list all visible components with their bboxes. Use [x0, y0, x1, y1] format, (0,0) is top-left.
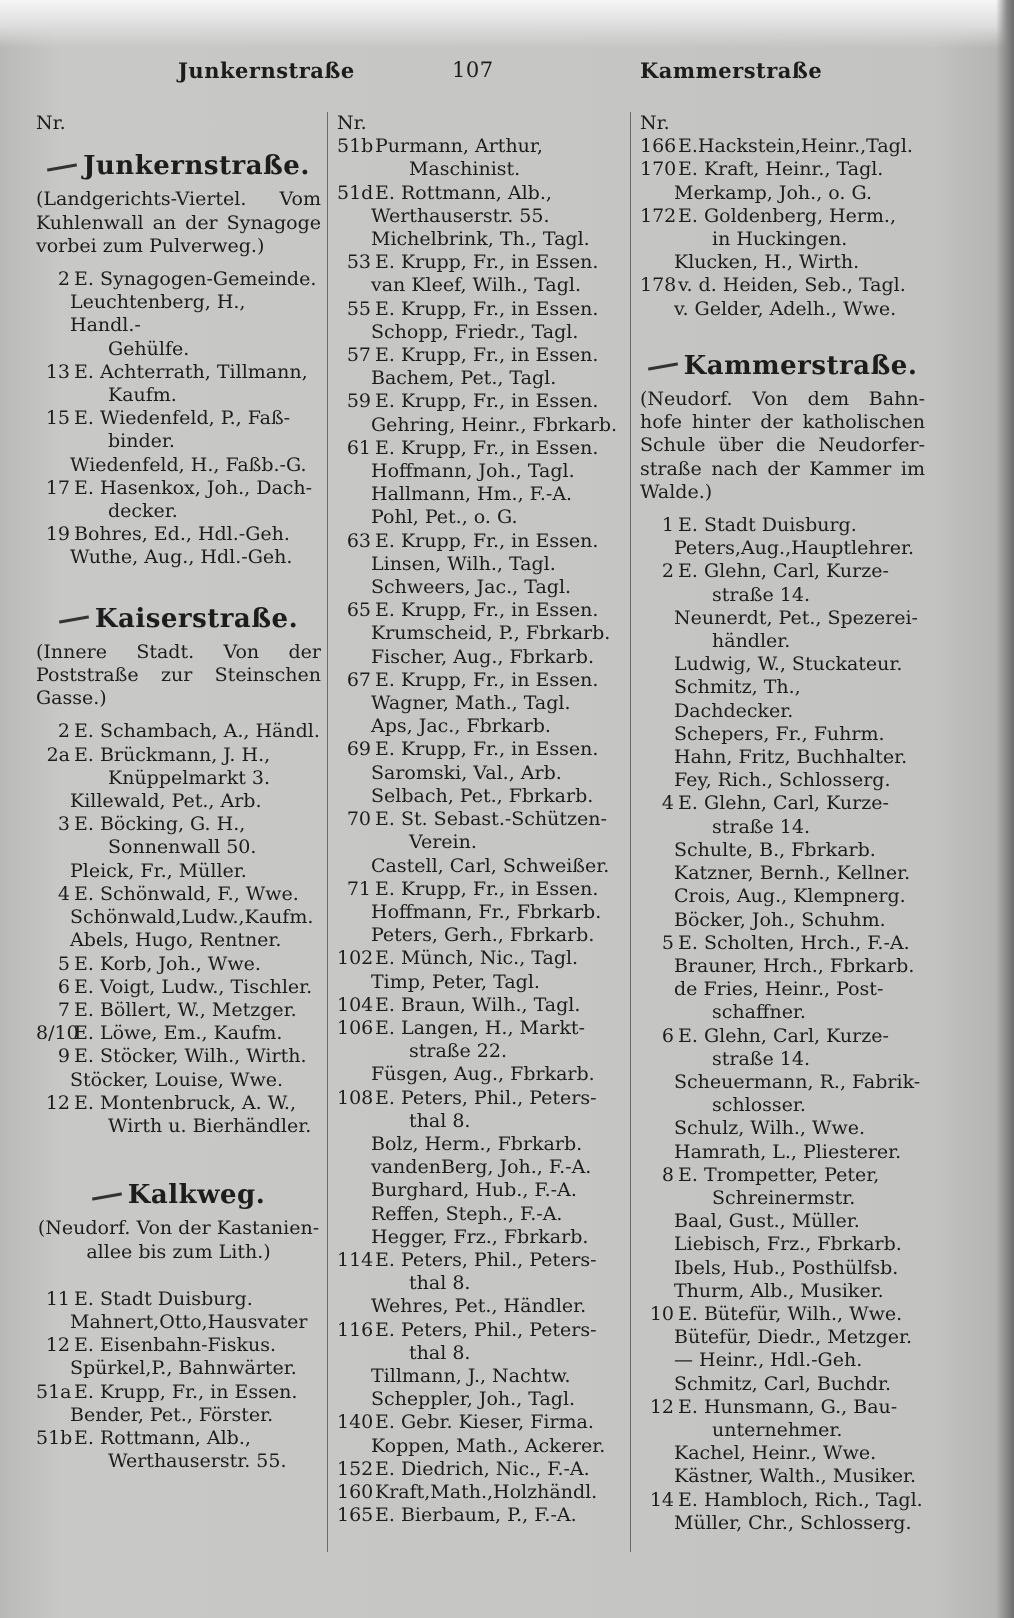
- list-item: [36, 1022, 321, 1045]
- entry-text: E.Hackstein,Heinr.,Tagl.: [678, 135, 913, 158]
- entry-line: Liebisch, Frz., Fbrkarb.: [674, 1233, 902, 1256]
- entry-text: E. Krupp, Fr., in Essen.: [375, 436, 599, 459]
- entry-line: binder.: [108, 430, 175, 453]
- house-number: 108: [337, 1086, 374, 1109]
- list-item: [640, 932, 925, 955]
- house-number: 152: [337, 1457, 374, 1480]
- column-divider: [327, 112, 328, 1552]
- list-item: [337, 994, 622, 1017]
- dash-mark: [47, 163, 77, 171]
- entry-line: straße 14.: [712, 1047, 810, 1070]
- list-item: [337, 1249, 622, 1272]
- entry-text: E. Montenbruck, A. W.,: [74, 1091, 296, 1114]
- list-item: [337, 1504, 622, 1527]
- entry-line: thal 8.: [409, 1109, 471, 1132]
- entry-line: decker.: [108, 500, 178, 523]
- entry-line: Merkamp, Joh., o. G.: [674, 181, 873, 204]
- header-left-street: Junkernstraße: [178, 58, 355, 83]
- entry-text: E. Schönwald, F., Wwe.: [74, 882, 299, 905]
- house-number: 166: [640, 135, 677, 158]
- entry-text: E. Glehn, Carl, Kurze-: [678, 560, 889, 583]
- entry-line: Schmitz, Th., Dachdecker.: [674, 676, 801, 722]
- entry-text: E. Rottmann, Alb.,: [375, 181, 552, 204]
- entry-text: E. Krupp, Fr., in Essen.: [375, 877, 599, 900]
- entry-line: händler.: [712, 630, 791, 653]
- entry-line: Knüppelmarkt 3.: [108, 766, 271, 789]
- entry-line: Thurm, Alb., Musiker.: [674, 1279, 884, 1302]
- house-number: 2: [661, 560, 674, 583]
- list-item: [337, 738, 622, 761]
- section-title-kammerstrasse: [640, 350, 925, 381]
- house-number: 4: [57, 882, 70, 905]
- entry-line: Wiedenfeld, H., Faßb.-G.: [70, 453, 307, 476]
- list-item: [36, 744, 321, 767]
- entry-line: Peters, Gerh., Fbrkarb.: [371, 924, 595, 947]
- house-number: 5: [57, 952, 70, 975]
- list-item: [640, 135, 925, 158]
- entry-line: Schulte, B., Fbrkarb.: [674, 838, 876, 861]
- entry-text: E. Glehn, Carl, Kurze-: [678, 792, 889, 815]
- entry-text: E. Brückmann, J. H.,: [74, 743, 271, 766]
- list-item: [640, 274, 925, 297]
- list-item: [36, 407, 321, 430]
- house-number: 17: [45, 476, 70, 499]
- section-title-text: Kaiserstraße.: [94, 603, 299, 634]
- entry-text: E. Hasenkox, Joh., Dach-: [74, 476, 313, 499]
- house-number: 11: [45, 1287, 70, 1310]
- list-item: [36, 953, 321, 976]
- entry-line: straße 14.: [712, 815, 810, 838]
- entry-line: Fischer, Aug., Fbrkarb.: [371, 645, 594, 668]
- header-right-street: Kammerstraße: [640, 58, 823, 83]
- entry-line: Castell, Carl, Schweißer.: [371, 854, 610, 877]
- entry-text: E. Glehn, Carl, Kurze-: [678, 1024, 889, 1047]
- entry-text: E. Böcking, G. H.,: [74, 813, 246, 836]
- house-number: 8/10: [36, 1022, 79, 1045]
- house-number: 19: [45, 523, 70, 546]
- section-title-junkernstrasse: [36, 151, 321, 182]
- list-item: [337, 251, 622, 274]
- entry-line: Böcker, Joh., Schuhm.: [674, 908, 886, 931]
- house-number: 7: [57, 998, 70, 1021]
- entry-text: E. Krupp, Fr., in Essen.: [375, 738, 599, 761]
- nr-label: Nr.: [337, 112, 367, 134]
- entry-line: Wuthe, Aug., Hdl.-Geh.: [70, 546, 293, 569]
- entry-line: vandenBerg, Joh., F.-A.: [371, 1156, 592, 1179]
- entry-line: Tillmann, J., Nachtw.: [371, 1364, 571, 1387]
- entry-text: E. Krupp, Fr., in Essen.: [375, 297, 599, 320]
- entry-line: Pleick, Fr., Müller.: [70, 859, 247, 882]
- entry-line: Hoffmann, Fr., Fbrkarb.: [371, 900, 602, 923]
- house-number: 71: [346, 877, 371, 900]
- column-divider: [630, 112, 631, 1552]
- entry-line: Saromski, Val., Arb.: [371, 761, 562, 784]
- list-item: [337, 135, 622, 158]
- house-number: 2: [57, 720, 70, 743]
- list-item: [36, 1334, 321, 1357]
- entry-line: Bender, Pet., Förster.: [70, 1403, 274, 1426]
- list-item: [36, 1045, 321, 1068]
- dash-mark: [59, 616, 89, 624]
- list-item: [337, 878, 622, 901]
- list-item: [337, 390, 622, 413]
- house-number: 51d: [337, 181, 374, 204]
- list-item: [36, 361, 321, 384]
- column-3: [640, 112, 925, 1535]
- house-number: 6: [57, 975, 70, 998]
- entry-line: Mahnert,Otto,Hausvater: [70, 1310, 308, 1333]
- house-number: 51a: [36, 1380, 72, 1403]
- entry-line: Hallmann, Hm., F.-A.: [371, 483, 573, 506]
- section-description: (Innere Stadt. Von der Poststraße zur Steinschen Gasse.): [36, 640, 321, 710]
- entry-line: Stöcker, Louise, Wwe.: [70, 1068, 284, 1091]
- list-item: [337, 182, 622, 205]
- entry-line: Timp, Peter, Tagl.: [371, 970, 540, 993]
- list-item: [36, 1092, 321, 1115]
- entry-line: Reffen, Steph., F.-A.: [371, 1202, 563, 1225]
- list-item: [36, 477, 321, 500]
- list-item: [337, 1319, 622, 1342]
- entry-text: E. Böllert, W., Metzger.: [74, 998, 297, 1021]
- list-item: [337, 1017, 622, 1040]
- entry-text: E. Kraft, Heinr., Tagl.: [678, 158, 884, 181]
- house-number: 12: [649, 1395, 674, 1418]
- entry-text: E. Hunsmann, G., Bau-: [678, 1395, 898, 1418]
- column-2: [337, 112, 622, 1527]
- entry-text: E. Voigt, Ludw., Tischler.: [74, 975, 313, 998]
- column-1: [36, 112, 321, 1473]
- entry-text: E. Stadt Duisburg.: [678, 514, 857, 537]
- section-description: (Neudorf. Von der Kastanien-allee bis zum Lith.): [37, 1217, 320, 1263]
- page-header: [30, 58, 984, 94]
- entry-line: Katzner, Bernh., Kellner.: [674, 862, 911, 885]
- entry-line: in Huckingen.: [712, 228, 848, 251]
- house-number: 4: [661, 792, 674, 815]
- entry-text: E. Langen, H., Markt-: [375, 1016, 585, 1039]
- entry-line: Sonnenwall 50.: [108, 836, 257, 859]
- house-number: 114: [337, 1248, 374, 1271]
- entry-text: E. Wiedenfeld, P., Faß-: [74, 407, 291, 430]
- entry-line: Ibels, Hub., Posthülfsb.: [674, 1256, 899, 1279]
- house-number: 65: [346, 599, 371, 622]
- house-number: 9: [57, 1045, 70, 1068]
- entry-line: straße 14.: [712, 583, 810, 606]
- entry-line: Aps, Jac., Fbrkarb.: [371, 715, 551, 738]
- entry-text: E. Bütefür, Wilh., Wwe.: [678, 1302, 903, 1325]
- entry-line: Selbach, Pet., Fbrkarb.: [371, 784, 594, 807]
- entry-line: Wirth u. Bierhändler.: [108, 1114, 312, 1137]
- house-number: 170: [640, 158, 677, 181]
- house-number: 2a: [46, 743, 70, 766]
- list-item: [640, 1489, 925, 1512]
- list-item: [36, 720, 321, 743]
- list-item: [337, 1411, 622, 1434]
- entry-line: Schulz, Wilh., Wwe.: [674, 1117, 866, 1140]
- house-number: 61: [346, 436, 371, 459]
- list-item: [640, 1025, 925, 1048]
- entry-line: Spürkel,P., Bahnwärter.: [70, 1357, 297, 1380]
- entry-line: straße 22.: [409, 1040, 507, 1063]
- entry-text: E. Goldenberg, Herm.,: [678, 204, 897, 227]
- list-item: [640, 1396, 925, 1419]
- list-item: [640, 514, 925, 537]
- entry-line: Schmitz, Carl, Buchdr.: [674, 1372, 892, 1395]
- list-item: [337, 437, 622, 460]
- entry-line: Maschinist.: [409, 158, 521, 181]
- entry-text: Bohres, Ed., Hdl.-Geh.: [74, 523, 290, 546]
- entry-line: Koppen, Math., Ackerer.: [371, 1434, 606, 1457]
- house-number: 104: [337, 993, 374, 1016]
- house-number: 116: [337, 1318, 374, 1341]
- entry-line: van Kleef, Wilh., Tagl.: [371, 274, 582, 297]
- entry-line: Werthauserstr. 55.: [371, 204, 550, 227]
- house-number: 63: [346, 529, 371, 552]
- entry-line: Hoffmann, Joh., Tagl.: [371, 460, 575, 483]
- entry-line: — Heinr., Hdl.-Geh.: [674, 1349, 863, 1372]
- entry-line: thal 8.: [409, 1272, 471, 1295]
- entry-text: E. Peters, Phil., Peters-: [375, 1086, 597, 1109]
- list-item: [640, 205, 925, 228]
- entry-line: Gehülfe.: [108, 337, 190, 360]
- entry-line: Krumscheid, P., Fbrkarb.: [371, 622, 611, 645]
- house-number: 172: [640, 204, 677, 227]
- list-item: [337, 1481, 622, 1504]
- entry-text: E. Peters, Phil., Peters-: [375, 1248, 597, 1271]
- entry-line: Scheuermann, R., Fabrik-: [674, 1070, 921, 1093]
- entry-text: E. Löwe, Em., Kaufm.: [74, 1022, 283, 1045]
- entry-text: E. Krupp, Fr., in Essen.: [375, 599, 599, 622]
- nr-label: Nr.: [640, 112, 670, 134]
- entry-text: E. Synagogen-Gemeinde.: [74, 268, 317, 291]
- list-item: [337, 298, 622, 321]
- entry-line: Bolz, Herm., Fbrkarb.: [371, 1132, 583, 1155]
- list-item: [640, 1164, 925, 1187]
- nr-label: Nr.: [36, 112, 66, 134]
- house-number: 140: [337, 1411, 374, 1434]
- house-number: 160: [337, 1480, 374, 1503]
- entry-text: E. Bierbaum, P., F.-A.: [375, 1504, 577, 1527]
- house-number: 67: [346, 668, 371, 691]
- entry-line: Schopp, Friedr., Tagl.: [371, 320, 579, 343]
- house-number: 102: [337, 947, 374, 970]
- house-number: 14: [649, 1488, 674, 1511]
- entry-text: E. Peters, Phil., Peters-: [375, 1318, 597, 1341]
- house-number: 57: [346, 344, 371, 367]
- entry-line: schlosser.: [712, 1094, 806, 1117]
- entry-line: Gehring, Heinr., Fbrkarb.: [371, 413, 618, 436]
- entry-text: E. Rottmann, Alb.,: [74, 1426, 251, 1449]
- entry-text: E. Krupp, Fr., in Essen.: [375, 344, 599, 367]
- entry-text: E. Scholten, Hrch., F.-A.: [678, 931, 910, 954]
- entry-text: E. Krupp, Fr., in Essen.: [375, 529, 599, 552]
- entry-line: Wehres, Pet., Händler.: [371, 1295, 587, 1318]
- entry-text: Kraft,Math.,Holzhändl.: [375, 1480, 598, 1503]
- entry-line: Crois, Aug., Klempnerg.: [674, 885, 906, 908]
- entry-line: Baal, Gust., Müller.: [674, 1210, 860, 1233]
- entry-text: E. Stöcker, Wilh., Wirth.: [74, 1045, 307, 1068]
- entry-text: E. St. Sebast.-Schützen-: [375, 808, 607, 831]
- entry-text: E. Krupp, Fr., in Essen.: [375, 668, 599, 691]
- entry-line: Schönwald,Ludw.,Kaufm.: [70, 906, 314, 929]
- entry-line: v. Gelder, Adelh., Wwe.: [674, 297, 897, 320]
- scan-top-edge: [0, 0, 1014, 48]
- list-item: [36, 268, 321, 291]
- dash-mark: [92, 1192, 122, 1200]
- house-number: 3: [57, 813, 70, 836]
- entry-text: E. Schambach, A., Händl.: [74, 720, 320, 743]
- section-description: (Landgerichts-Viertel. Vom Kuhlenwall an der Synagoge vorbei zum Pulverweg.): [36, 188, 321, 257]
- house-number: 12: [45, 1334, 70, 1357]
- entry-text: E. Korb, Joh., Wwe.: [74, 952, 261, 975]
- entry-line: Linsen, Wilh., Tagl.: [371, 552, 556, 575]
- house-number: 12: [45, 1091, 70, 1114]
- entry-line: Brauner, Hrch., Fbrkarb.: [674, 954, 915, 977]
- house-number: 165: [337, 1504, 374, 1527]
- section-description: (Neudorf. Von dem Bahn-hofe hinter der katholischen Schule über die Neudorfer-straße nach der Kammer im Walde.): [640, 388, 925, 503]
- entry-text: E. Achterrath, Tillmann,: [74, 360, 308, 383]
- entry-text: E. Krupp, Fr., in Essen.: [375, 390, 599, 413]
- entry-text: E. Stadt Duisburg.: [74, 1287, 253, 1310]
- spacer: [36, 1274, 321, 1288]
- entry-line: Hamrath, L., Pliesterer.: [674, 1140, 902, 1163]
- entry-line: Hegger, Frz., Fbrkarb.: [371, 1225, 589, 1248]
- entry-text: E. Krupp, Fr., in Essen.: [74, 1380, 298, 1403]
- list-item: [337, 947, 622, 970]
- house-number: 69: [346, 738, 371, 761]
- entry-line: Schreinermstr.: [712, 1186, 856, 1209]
- entry-text: v. d. Heiden, Seb., Tagl.: [678, 274, 906, 297]
- entry-line: unternehmer.: [712, 1418, 843, 1441]
- scan-right-edge: [996, 0, 1014, 1618]
- house-number: 8: [661, 1163, 674, 1186]
- entry-text: E. Hambloch, Rich., Tagl.: [678, 1488, 923, 1511]
- entry-line: Verein.: [409, 831, 477, 854]
- house-number: 2: [57, 268, 70, 291]
- entry-line: Wagner, Math., Tagl.: [371, 692, 571, 715]
- entry-line: Peters,Aug.,Hauptlehrer.: [674, 537, 914, 560]
- entry-line: Füsgen, Aug., Fbrkarb.: [371, 1063, 595, 1086]
- section-title-kalkweg: [36, 1180, 321, 1211]
- entry-text: E. Eisenbahn-Fiskus.: [74, 1334, 277, 1357]
- entry-line: de Fries, Heinr., Post-: [674, 978, 884, 1001]
- entry-line: Fey, Rich., Schlosserg.: [674, 769, 891, 792]
- section-title-kaiserstrasse: [36, 603, 321, 634]
- list-item: [36, 1381, 321, 1404]
- entry-line: Müller, Chr., Schlosserg.: [674, 1511, 912, 1534]
- entry-text: E. Trompetter, Peter,: [678, 1163, 880, 1186]
- entry-line: Leuchtenberg, H., Handl.-: [70, 291, 246, 337]
- list-item: [337, 530, 622, 553]
- entry-line: Klucken, H., Wirth.: [674, 251, 860, 274]
- list-item: [640, 792, 925, 815]
- house-number: 53: [346, 251, 371, 274]
- list-item: [36, 1427, 321, 1450]
- house-number: 51b: [337, 135, 374, 158]
- section-title-text: Kammerstraße.: [683, 350, 918, 381]
- entry-line: Killewald, Pet., Arb.: [70, 790, 262, 813]
- list-item: [36, 1288, 321, 1311]
- section-title-text: Kalkweg.: [127, 1180, 266, 1211]
- entry-line: Bütefür, Diedr., Metzger.: [674, 1326, 913, 1349]
- list-item: [337, 1087, 622, 1110]
- entry-line: schaffner.: [712, 1001, 806, 1024]
- list-item: [640, 158, 925, 181]
- entry-line: Kaufm.: [108, 384, 177, 407]
- entry-line: Ludwig, W., Stuckateur.: [674, 653, 903, 676]
- entry-line: thal 8.: [409, 1341, 471, 1364]
- house-number: 1: [661, 514, 674, 537]
- entry-text: E. Münch, Nic., Tagl.: [375, 947, 579, 970]
- entry-line: Kästner, Walth., Musiker.: [674, 1465, 917, 1488]
- house-number: 55: [346, 297, 371, 320]
- entry-line: Pohl, Pet., o. G.: [371, 506, 518, 529]
- list-item: [337, 669, 622, 692]
- entry-text: E. Diedrich, Nic., F.-A.: [375, 1457, 590, 1480]
- house-number: 6: [661, 1024, 674, 1047]
- list-item: [36, 976, 321, 999]
- dash-mark: [648, 363, 678, 371]
- entry-text: E. Braun, Wilh., Tagl.: [375, 993, 581, 1016]
- entry-text: Purmann, Arthur,: [375, 135, 543, 158]
- house-number: 10: [649, 1302, 674, 1325]
- entry-line: Abels, Hugo, Rentner.: [70, 929, 282, 952]
- house-number: 51b: [36, 1426, 73, 1449]
- house-number: 59: [346, 390, 371, 413]
- house-number: 70: [346, 808, 371, 831]
- list-item: [640, 560, 925, 583]
- page-number: 107: [452, 58, 494, 82]
- entry-line: Hahn, Fritz, Buchhalter.: [674, 746, 908, 769]
- entry-line: Burghard, Hub., F.-A.: [371, 1179, 577, 1202]
- entry-line: Kachel, Heinr., Wwe.: [674, 1442, 877, 1465]
- entry-line: Schweers, Jac., Tagl.: [371, 576, 572, 599]
- entry-line: Werthauserstr. 55.: [108, 1450, 287, 1473]
- house-number: 13: [45, 360, 70, 383]
- entry-line: Michelbrink, Th., Tagl.: [371, 228, 590, 251]
- entry-line: Neunerdt, Pet., Spezerei-: [674, 606, 918, 629]
- entry-line: Scheppler, Joh., Tagl.: [371, 1388, 576, 1411]
- entry-line: Bachem, Pet., Tagl.: [371, 367, 557, 390]
- list-item: [36, 999, 321, 1022]
- house-number: 106: [337, 1016, 374, 1039]
- list-item: [337, 1458, 622, 1481]
- entry-text: E. Gebr. Kieser, Firma.: [375, 1411, 594, 1434]
- list-item: [640, 1303, 925, 1326]
- list-item: [337, 344, 622, 367]
- entry-text: E. Krupp, Fr., in Essen.: [375, 251, 599, 274]
- house-number: 5: [661, 931, 674, 954]
- house-number: 178: [640, 274, 677, 297]
- house-number: 15: [45, 407, 70, 430]
- list-item: [337, 599, 622, 622]
- list-item: [36, 523, 321, 546]
- section-title-text: Junkernstraße.: [83, 151, 310, 182]
- list-item: [337, 808, 622, 831]
- list-item: [36, 883, 321, 906]
- list-item: [36, 813, 321, 836]
- entry-line: Schepers, Fr., Fuhrm.: [674, 722, 885, 745]
